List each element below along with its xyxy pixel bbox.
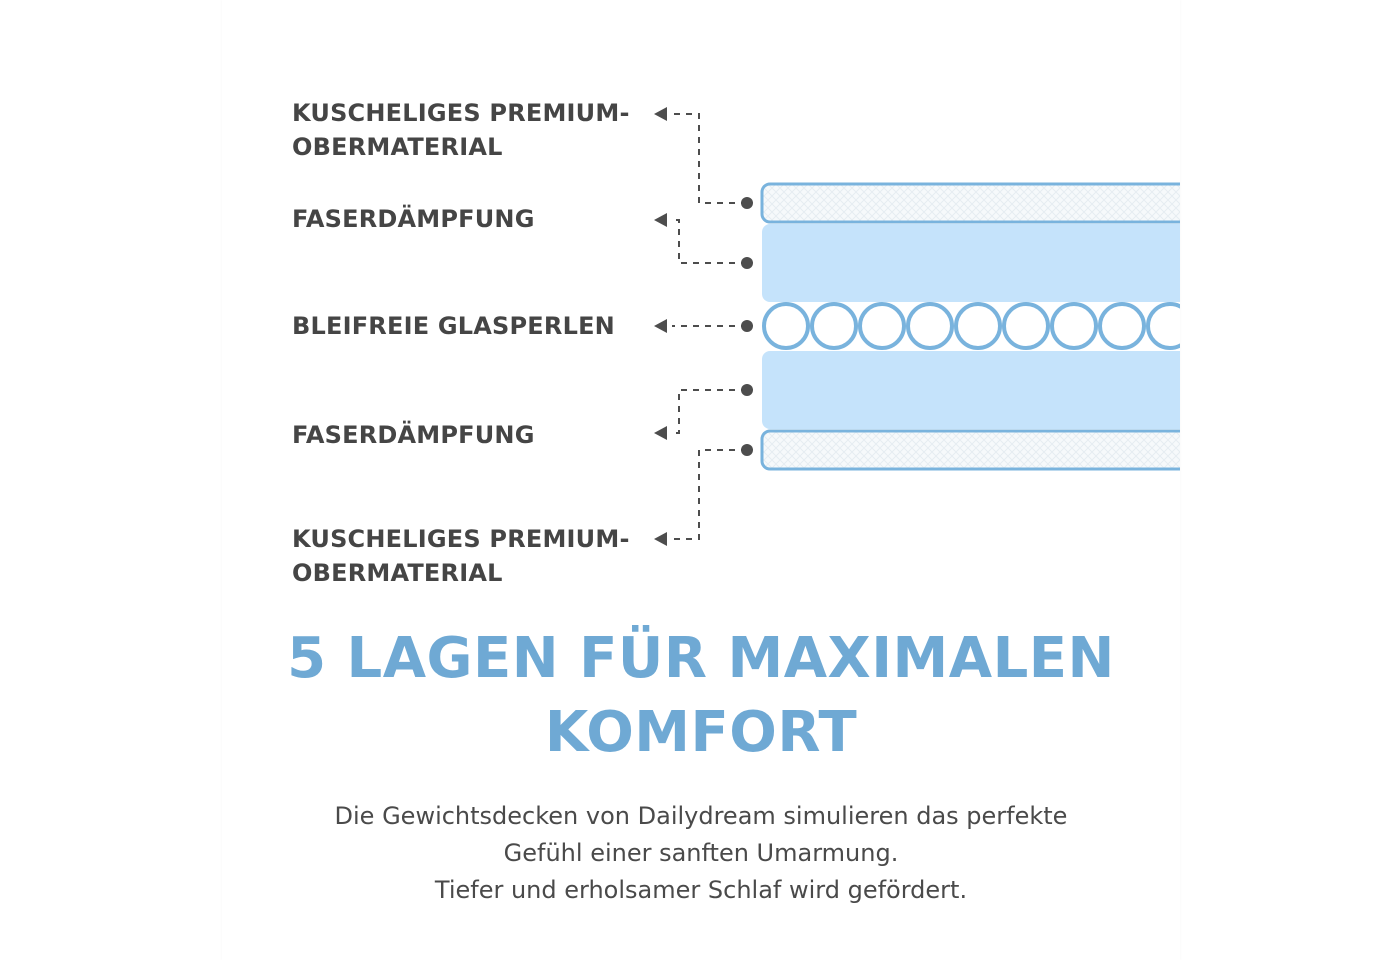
connector-line-4 bbox=[672, 390, 747, 433]
label-outer-fabric-bottom: KUSCHELIGES PREMIUM- OBERMATERIAL bbox=[292, 525, 630, 587]
description bbox=[222, 798, 1180, 909]
layer-outer-fabric-bottom bbox=[762, 431, 1222, 469]
layer-fiber-padding-bottom bbox=[762, 351, 1222, 429]
label-glass-beads: BLEIFREIE GLASPERLEN bbox=[292, 312, 615, 340]
connector-dot-1 bbox=[741, 197, 753, 209]
description-line: Tiefer und erholsamer Schlaf wird gefördert. bbox=[434, 876, 968, 904]
connector-dot-5 bbox=[741, 444, 753, 456]
arrowhead-icon bbox=[654, 107, 667, 121]
connector-dot-3 bbox=[741, 320, 753, 332]
arrowhead-icon bbox=[654, 426, 667, 440]
connector-line-5 bbox=[672, 450, 747, 539]
connector-dot-2 bbox=[741, 257, 753, 269]
headline: 5 LAGEN FÜR MAXIMALEN KOMFORT bbox=[287, 626, 1115, 765]
label-fiber-padding-bottom: FASERDÄMPFUNG bbox=[292, 421, 535, 449]
arrowhead-icon bbox=[654, 319, 667, 333]
layer-outer-fabric-top bbox=[762, 184, 1222, 222]
description-line: Die Gewichtsdecken von Dailydream simulieren das perfekte bbox=[334, 802, 1068, 830]
label-outer-fabric-top: KUSCHELIGES PREMIUM- OBERMATERIAL bbox=[292, 99, 630, 161]
label-fiber-padding-top: FASERDÄMPFUNG bbox=[292, 205, 535, 233]
description-line: Gefühl einer sanften Umarmung. bbox=[503, 839, 899, 867]
connector-dot-4 bbox=[741, 384, 753, 396]
arrowhead-icon bbox=[654, 532, 667, 546]
connector-line-1 bbox=[672, 114, 747, 203]
layer-fiber-padding-top bbox=[762, 224, 1222, 302]
connector-line-2 bbox=[672, 220, 747, 263]
layer-glass-beads bbox=[764, 304, 1192, 348]
arrowhead-icon bbox=[654, 213, 667, 227]
